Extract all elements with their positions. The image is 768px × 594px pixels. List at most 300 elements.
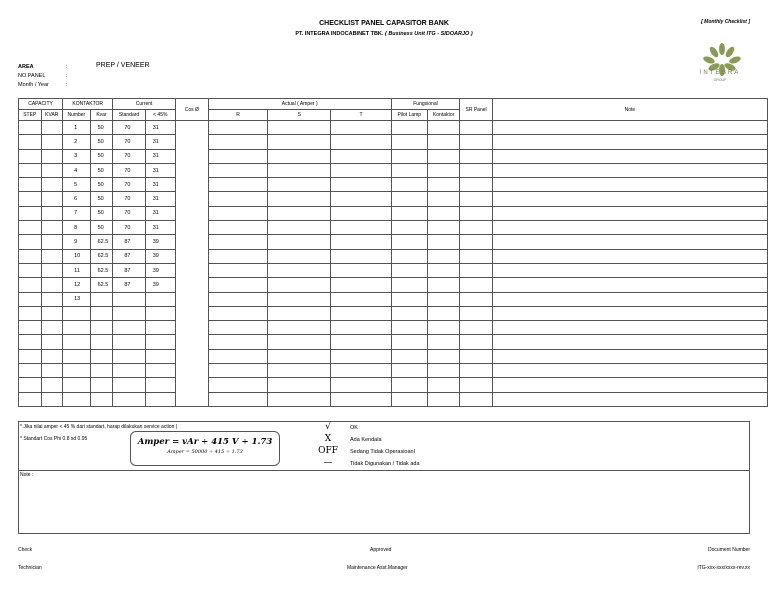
step-cell[interactable]: [19, 206, 42, 220]
r-cell[interactable]: [208, 306, 267, 320]
pct-cell: [145, 392, 175, 406]
kvar-value-cell: 50: [90, 149, 113, 163]
t-cell[interactable]: [331, 135, 391, 149]
kvar2-header: Kvar: [90, 110, 113, 121]
sr-panel-cell[interactable]: [460, 163, 492, 177]
table-row: [19, 135, 768, 149]
note-cell[interactable]: [492, 335, 767, 349]
note-cell[interactable]: [492, 249, 767, 263]
pilot-lamp-cell[interactable]: [391, 321, 427, 335]
sr-panel-cell[interactable]: [460, 349, 492, 363]
s-cell[interactable]: [268, 192, 331, 206]
panel-colon: :: [66, 73, 68, 79]
s-cell[interactable]: [268, 278, 331, 292]
kvar-value-cell: 62.5: [90, 263, 113, 277]
panel-label: NO.PANEL: [18, 73, 46, 79]
pilot-lamp-cell[interactable]: [391, 378, 427, 392]
r-cell[interactable]: [208, 249, 267, 263]
kontaktor-cell[interactable]: [427, 292, 459, 306]
standard-cell: [113, 306, 145, 320]
t-cell[interactable]: [331, 292, 391, 306]
t-cell[interactable]: [331, 392, 391, 406]
dash-icon: —: [323, 458, 333, 468]
pct-cell: 31: [145, 163, 175, 177]
pilot-lamp-cell[interactable]: [391, 121, 427, 135]
step-cell[interactable]: [19, 349, 42, 363]
kvar-value-cell: [90, 321, 113, 335]
sr-panel-cell[interactable]: [460, 235, 492, 249]
number-cell: 2: [63, 135, 91, 149]
kvar-value-cell: [90, 349, 113, 363]
t-cell[interactable]: [331, 163, 391, 177]
kontaktor-cell[interactable]: [427, 192, 459, 206]
r-cell[interactable]: [208, 235, 267, 249]
number-cell: 3: [63, 149, 91, 163]
r-cell[interactable]: [208, 178, 267, 192]
s-cell[interactable]: [268, 392, 331, 406]
note-cell[interactable]: [492, 321, 767, 335]
r-cell[interactable]: [208, 192, 267, 206]
t-cell[interactable]: [331, 221, 391, 235]
kvar-cell[interactable]: [41, 292, 63, 306]
pilot-lamp-cell[interactable]: [391, 292, 427, 306]
pct-cell: [145, 349, 175, 363]
t-cell[interactable]: [331, 178, 391, 192]
kvar-value-cell: 50: [90, 121, 113, 135]
number-cell: [63, 349, 91, 363]
monthly-checklist-label: [ Monthly Checklist ]: [701, 19, 750, 25]
pilot-lamp-cell[interactable]: [391, 221, 427, 235]
note-cell[interactable]: [492, 306, 767, 320]
number-cell: [63, 392, 91, 406]
sr-panel-cell[interactable]: [460, 392, 492, 406]
table-row: [19, 263, 768, 277]
number-cell: 10: [63, 249, 91, 263]
sr-panel-cell[interactable]: [460, 364, 492, 378]
step-cell[interactable]: [19, 321, 42, 335]
pilot-lamp-cell[interactable]: [391, 335, 427, 349]
t-cell[interactable]: [331, 349, 391, 363]
table-row: [19, 235, 768, 249]
kvar-value-cell: 62.5: [90, 278, 113, 292]
kontaktor-cell[interactable]: [427, 278, 459, 292]
step-cell[interactable]: [19, 221, 42, 235]
r-cell[interactable]: [208, 321, 267, 335]
kvar-cell[interactable]: [41, 206, 63, 220]
x-mark-icon: X: [324, 434, 332, 444]
check-label: Check: [18, 547, 33, 553]
current-header: Current: [113, 99, 176, 110]
pct-cell: 39: [145, 278, 175, 292]
formula-box: [130, 431, 280, 466]
legend-ok: OK: [350, 425, 358, 431]
note-cell[interactable]: [492, 221, 767, 235]
kvar-value-cell: [90, 364, 113, 378]
kvar-cell[interactable]: [41, 349, 63, 363]
s-cell[interactable]: [268, 249, 331, 263]
note-cell[interactable]: [492, 121, 767, 135]
kvar-cell[interactable]: [41, 278, 63, 292]
step-header: STEP: [19, 110, 42, 121]
sr-panel-cell[interactable]: [460, 206, 492, 220]
note-cell[interactable]: [492, 349, 767, 363]
off-icon: OFF: [318, 446, 338, 456]
sr-panel-cell[interactable]: [460, 378, 492, 392]
sr-panel-cell[interactable]: [460, 263, 492, 277]
document-number-label: Document Number: [708, 547, 750, 553]
kontaktor-cell[interactable]: [427, 121, 459, 135]
number-cell: 7: [63, 206, 91, 220]
check-icon: √: [325, 422, 331, 432]
standard-cell: 70: [113, 163, 145, 177]
pilot-lamp-cell[interactable]: [391, 206, 427, 220]
standard-cell: [113, 321, 145, 335]
note-cell[interactable]: [492, 364, 767, 378]
step-cell[interactable]: [19, 278, 42, 292]
kvar-cell[interactable]: [41, 192, 63, 206]
r-cell[interactable]: [208, 364, 267, 378]
kontaktor-cell[interactable]: [427, 335, 459, 349]
step-cell[interactable]: [19, 306, 42, 320]
pct-cell: [145, 364, 175, 378]
standard-cell: 70: [113, 192, 145, 206]
standard-cell: [113, 335, 145, 349]
kvar-cell[interactable]: [41, 135, 63, 149]
kvar-cell[interactable]: [41, 121, 63, 135]
cos-phi-cell[interactable]: [175, 121, 208, 407]
sr-panel-cell[interactable]: [460, 178, 492, 192]
pilot-lamp-cell[interactable]: [391, 249, 427, 263]
kvar-value-cell: 50: [90, 135, 113, 149]
t-cell[interactable]: [331, 278, 391, 292]
sr-panel-cell[interactable]: [460, 306, 492, 320]
note-cell[interactable]: [492, 192, 767, 206]
kvar-cell[interactable]: [41, 335, 63, 349]
s-cell[interactable]: [268, 121, 331, 135]
r-cell[interactable]: [208, 149, 267, 163]
standard-cell: 87: [113, 278, 145, 292]
kvar-value-cell: [90, 292, 113, 306]
note-cell[interactable]: [492, 178, 767, 192]
table-row: [19, 178, 768, 192]
pilot-lamp-cell[interactable]: [391, 263, 427, 277]
r-cell[interactable]: [208, 349, 267, 363]
number-cell: 4: [63, 163, 91, 177]
note-cell[interactable]: [492, 235, 767, 249]
kontaktor-cell[interactable]: [427, 349, 459, 363]
kvar-cell[interactable]: [41, 235, 63, 249]
s-cell[interactable]: [268, 149, 331, 163]
pilot-lamp-cell[interactable]: [391, 178, 427, 192]
kontaktor-cell[interactable]: [427, 364, 459, 378]
actual-amper-header: Actual ( Amper ): [208, 99, 391, 110]
sr-panel-cell[interactable]: [460, 249, 492, 263]
t-cell[interactable]: [331, 335, 391, 349]
kvar-value-cell: 50: [90, 221, 113, 235]
formula-main: Amper = vAr ÷ 415 V ÷ 1.73: [137, 437, 273, 447]
standard-cell: 70: [113, 206, 145, 220]
number-cell: 6: [63, 192, 91, 206]
page-title: CHECKLIST PANEL CAPASITOR BANK: [319, 20, 449, 27]
kontaktor-cell[interactable]: [427, 178, 459, 192]
standard-cell: [113, 364, 145, 378]
step-cell[interactable]: [19, 178, 42, 192]
kontaktor-cell[interactable]: [427, 321, 459, 335]
step-cell[interactable]: [19, 135, 42, 149]
kvar-cell[interactable]: [41, 178, 63, 192]
kontaktor-cell[interactable]: [427, 306, 459, 320]
pct-cell: 39: [145, 235, 175, 249]
kvar-value-cell: 62.5: [90, 235, 113, 249]
pilot-lamp-cell[interactable]: [391, 192, 427, 206]
s-cell[interactable]: [268, 292, 331, 306]
table-row: [19, 392, 768, 406]
sr-panel-cell[interactable]: [460, 149, 492, 163]
step-cell[interactable]: [19, 149, 42, 163]
pct-cell: 31: [145, 149, 175, 163]
number-cell: [63, 306, 91, 320]
step-cell[interactable]: [19, 378, 42, 392]
t-cell[interactable]: [331, 149, 391, 163]
lt45-header: < 45%: [145, 110, 175, 121]
s-cell[interactable]: [268, 135, 331, 149]
sr-panel-cell[interactable]: [460, 278, 492, 292]
technician-label: Technician: [18, 565, 42, 571]
t-cell[interactable]: [331, 378, 391, 392]
note-cell[interactable]: [492, 206, 767, 220]
sr-panel-cell[interactable]: [460, 121, 492, 135]
number-cell: 5: [63, 178, 91, 192]
kvar-value-cell: 62.5: [90, 249, 113, 263]
t-cell[interactable]: [331, 306, 391, 320]
step-cell[interactable]: [19, 263, 42, 277]
capacity-header: CAPACITY: [19, 99, 63, 110]
company-name: PT. INTEGRA INDOCABINET TBK.: [295, 31, 384, 37]
standard-cell: 70: [113, 149, 145, 163]
number-cell: 9: [63, 235, 91, 249]
notes-box: [18, 421, 750, 534]
r-cell[interactable]: [208, 335, 267, 349]
pilot-lamp-cell[interactable]: [391, 278, 427, 292]
r-cell[interactable]: [208, 163, 267, 177]
s-cell[interactable]: [268, 178, 331, 192]
kvar-value-cell: [90, 392, 113, 406]
step-cell[interactable]: [19, 292, 42, 306]
note-cell[interactable]: [492, 392, 767, 406]
month-colon: :: [66, 82, 68, 88]
s-cell[interactable]: [268, 335, 331, 349]
number-cell: 12: [63, 278, 91, 292]
kvar-value-cell: 50: [90, 206, 113, 220]
kvar-value-cell: 50: [90, 163, 113, 177]
t-cell[interactable]: [331, 235, 391, 249]
standard-cell: 70: [113, 121, 145, 135]
s-cell[interactable]: [268, 364, 331, 378]
kontaktor-cell[interactable]: [427, 249, 459, 263]
pct-cell: [145, 321, 175, 335]
note-cell[interactable]: [492, 378, 767, 392]
number-cell: 13: [63, 292, 91, 306]
pct-cell: [145, 306, 175, 320]
kontaktor-cell[interactable]: [427, 263, 459, 277]
pilot-lamp-cell[interactable]: [391, 349, 427, 363]
r-cell[interactable]: [208, 292, 267, 306]
s-cell[interactable]: [268, 378, 331, 392]
t-cell[interactable]: [331, 364, 391, 378]
t-cell[interactable]: [331, 321, 391, 335]
standard-cell: 87: [113, 249, 145, 263]
kvar-cell[interactable]: [41, 163, 63, 177]
standard-cell: [113, 392, 145, 406]
r-cell[interactable]: [208, 206, 267, 220]
sr-panel-cell[interactable]: [460, 321, 492, 335]
r-cell[interactable]: [208, 378, 267, 392]
approved-label: Approved: [370, 547, 392, 553]
r-cell[interactable]: [208, 263, 267, 277]
pct-cell: 31: [145, 221, 175, 235]
kontaktor-cell[interactable]: [427, 235, 459, 249]
kvar-cell[interactable]: [41, 263, 63, 277]
pilot-lamp-cell[interactable]: [391, 392, 427, 406]
kvar-cell[interactable]: [41, 249, 63, 263]
note-cell[interactable]: [492, 278, 767, 292]
cos-phi-header: Cos Ø: [175, 99, 208, 121]
note-cell[interactable]: [492, 163, 767, 177]
legend-off: Sedang Tidak Operasioanl: [350, 449, 415, 455]
table-row: [19, 149, 768, 163]
kvar-cell[interactable]: [41, 149, 63, 163]
formula-example: Amper = 50000 ÷ 415 ÷ 1.73: [167, 449, 243, 455]
t-cell[interactable]: [331, 263, 391, 277]
fungsional-header: Fungsional: [391, 99, 460, 110]
s-cell[interactable]: [268, 321, 331, 335]
company-subtitle: [0, 31, 768, 37]
logo-wordmark: INTEGRA: [699, 70, 741, 76]
standard-cell: 87: [113, 235, 145, 249]
r-cell[interactable]: [208, 121, 267, 135]
pilot-lamp-cell[interactable]: [391, 364, 427, 378]
sr-panel-cell[interactable]: [460, 221, 492, 235]
standard-cell: 70: [113, 221, 145, 235]
kontaktor-cell[interactable]: [427, 206, 459, 220]
step-cell[interactable]: [19, 192, 42, 206]
kvar-cell[interactable]: [41, 221, 63, 235]
kvar-cell[interactable]: [41, 364, 63, 378]
pilot-lamp-cell[interactable]: [391, 235, 427, 249]
area-value[interactable]: PREP / VENEER: [96, 62, 150, 69]
legend-na: Tidak Digunakan / Tidak ada: [350, 461, 420, 467]
number-cell: [63, 378, 91, 392]
s-cell[interactable]: [268, 221, 331, 235]
table-row: [19, 221, 768, 235]
table-row: [19, 206, 768, 220]
t-cell[interactable]: [331, 249, 391, 263]
sr-panel-cell[interactable]: [460, 135, 492, 149]
t-header: T: [331, 110, 391, 121]
pct-cell: [145, 378, 175, 392]
note-cell[interactable]: [492, 292, 767, 306]
table-row: [19, 292, 768, 306]
t-cell[interactable]: [331, 206, 391, 220]
note-cell[interactable]: [492, 149, 767, 163]
table-row: [19, 321, 768, 335]
s-cell[interactable]: [268, 349, 331, 363]
document-code: ITG-xxx-xxx/xxxx-rev.xx: [697, 565, 750, 571]
pct-cell: 39: [145, 263, 175, 277]
number-cell: 1: [63, 121, 91, 135]
pilot-lamp-cell[interactable]: [391, 306, 427, 320]
r-cell[interactable]: [208, 135, 267, 149]
cos-phi-note: * Standart Cos Phi 0.8 sd 0.95: [20, 436, 88, 442]
r-cell[interactable]: [208, 392, 267, 406]
kontaktor-cell[interactable]: [427, 378, 459, 392]
sr-panel-cell[interactable]: [460, 292, 492, 306]
step-cell[interactable]: [19, 121, 42, 135]
standard-cell: [113, 378, 145, 392]
step-cell[interactable]: [19, 235, 42, 249]
t-cell[interactable]: [331, 192, 391, 206]
note-cell[interactable]: [492, 135, 767, 149]
sr-panel-cell[interactable]: [460, 335, 492, 349]
number-cell: 11: [63, 263, 91, 277]
pct-cell: 39: [145, 249, 175, 263]
table-row: [19, 364, 768, 378]
standard-cell: [113, 292, 145, 306]
kontaktor-cell[interactable]: [427, 149, 459, 163]
s-cell[interactable]: [268, 206, 331, 220]
pilot-lamp-cell[interactable]: [391, 135, 427, 149]
r-header: R: [208, 110, 267, 121]
manager-label: Maintenance Asst.Manager: [347, 565, 408, 571]
notes-divider: [18, 470, 750, 471]
step-cell[interactable]: [19, 163, 42, 177]
pilot-lamp-cell[interactable]: [391, 149, 427, 163]
kvar-cell[interactable]: [41, 392, 63, 406]
pct-cell: [145, 292, 175, 306]
s-cell[interactable]: [268, 263, 331, 277]
note-label: Note :: [20, 472, 34, 478]
s-cell[interactable]: [268, 235, 331, 249]
kontaktor-cell[interactable]: [427, 392, 459, 406]
kvar-cell[interactable]: [41, 321, 63, 335]
s-cell[interactable]: [268, 306, 331, 320]
kvar-cell[interactable]: [41, 306, 63, 320]
table-row: [19, 378, 768, 392]
number-header: Number: [63, 110, 91, 121]
s-cell[interactable]: [268, 163, 331, 177]
sr-panel-header: SR Panel: [460, 99, 492, 121]
legend-issue: Ada Kendala: [350, 437, 382, 443]
step-cell[interactable]: [19, 392, 42, 406]
sr-panel-cell[interactable]: [460, 192, 492, 206]
month-label: Month / Year: [18, 82, 49, 88]
r-cell[interactable]: [208, 278, 267, 292]
kontaktor-cell[interactable]: [427, 163, 459, 177]
kontaktor-cell[interactable]: [427, 221, 459, 235]
t-cell[interactable]: [331, 121, 391, 135]
r-cell[interactable]: [208, 221, 267, 235]
table-row: [19, 278, 768, 292]
step-cell[interactable]: [19, 364, 42, 378]
pilot-lamp-cell[interactable]: [391, 163, 427, 177]
step-cell[interactable]: [19, 335, 42, 349]
note-cell[interactable]: [492, 263, 767, 277]
table-row: [19, 163, 768, 177]
step-cell[interactable]: [19, 249, 42, 263]
kvar-cell[interactable]: [41, 378, 63, 392]
pct-cell: [145, 335, 175, 349]
kontaktor-cell[interactable]: [427, 135, 459, 149]
